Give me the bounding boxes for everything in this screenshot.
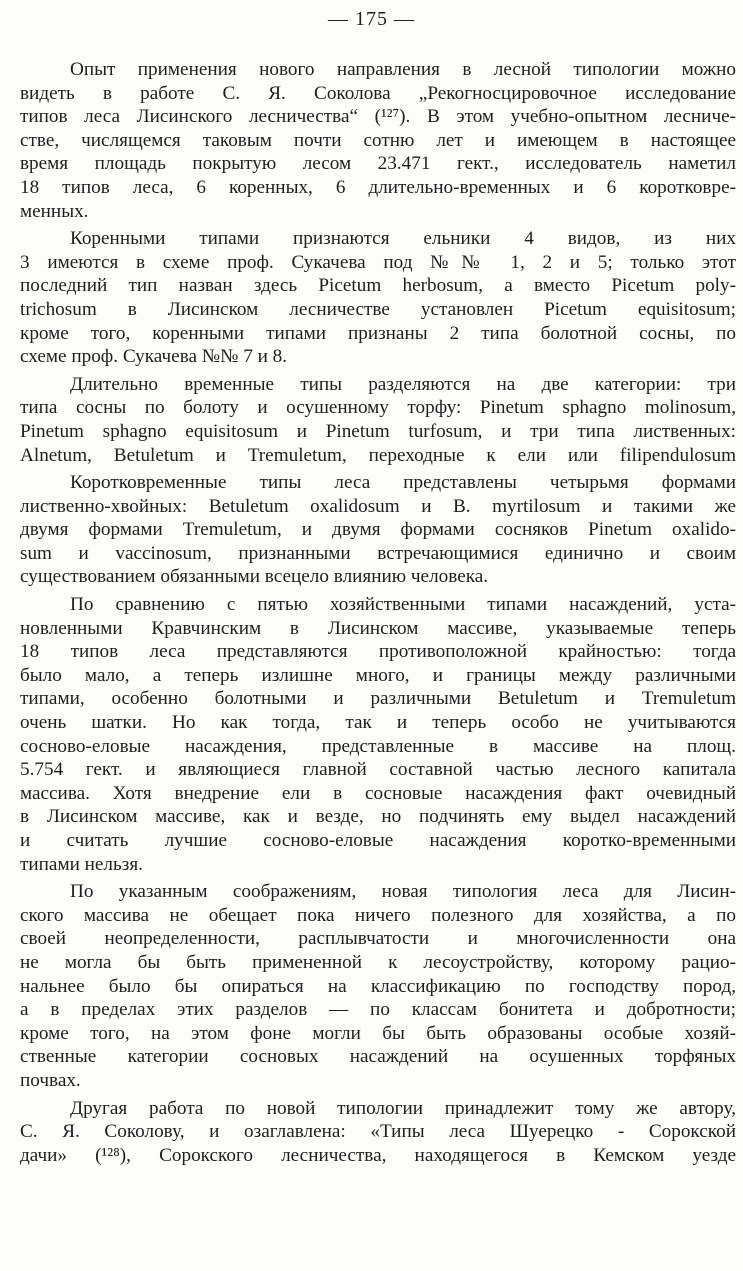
text-line: По сравнению с пятью хозяйственными типами насаждений, уста-: [70, 594, 736, 616]
text-line: сосново-еловые насаждения, представленные в массиве на площ.: [20, 735, 736, 757]
text-line: Alnetum, Betuletum и Tremuletum, переходные к ели или filipendulosum: [20, 444, 736, 466]
text-line: существованием обязанными всецело влиянию человека.: [20, 566, 489, 588]
text-line: 3 имеются в схеме проф. Сукачева под №№ 1, 2 и 5; только этот: [20, 251, 736, 273]
text-line: 5.754 гект. и являющиеся главной составной частью лесного капитала: [20, 759, 736, 781]
text-line: 18 типов леса представляются противоположной крайностью: тогда: [20, 641, 736, 663]
text-line: типами, особенно болотными и различными Betuletum и Tremuletum: [20, 688, 736, 710]
text-line: последний тип назван здесь Picetum herbosum, а вместо Picetum poly-: [20, 275, 736, 297]
text-line: очень шатки. Но как тогда, так и теперь особо не учитываются: [20, 712, 736, 734]
text-line: время площадь покрытую лесом 23.471 гект., исследователь наметил: [20, 153, 736, 175]
text-line: было мало, а теперь излишне много, и границы между различными: [20, 664, 736, 686]
text-line: менных.: [20, 200, 89, 222]
text-line: Опыт применения нового направления в лесной типологии можно: [70, 59, 736, 80]
paragraph: [20, 58, 736, 223]
text-line: нальнее было бы опираться на классификацию по господству пород,: [20, 975, 736, 997]
text-line: своей неопределенности, расплывчатости и многочисленности она: [20, 928, 736, 950]
text-line: Коренными типами признаются ельники 4 видов, из них: [70, 228, 736, 250]
text-line: стве, числящемся таковым почти сотню лет и имеющем в настоящее: [20, 129, 736, 151]
text-line: схеме проф. Сукачева №№ 7 и 8.: [20, 346, 288, 368]
paragraph: [20, 1097, 736, 1168]
text-line: С. Я. Соколову, и озаглавлена: «Типы леса Шуерецко - Сорокской: [20, 1121, 736, 1143]
paragraph: [20, 880, 736, 1092]
text-line: trichosum в Лисинском лесничестве установлен Picetum equisitosum;: [20, 298, 736, 320]
text-line: типов леса Лисинского лесничества“ (¹²⁷). В этом учебно-опытном лесниче-: [20, 106, 736, 128]
page-number: — 175 —: [328, 8, 415, 30]
text-line: типами нельзя.: [20, 853, 143, 875]
paragraph: [20, 471, 736, 589]
text-line: видеть в работе С. Я. Соколова „Рекогносцировочное исследование: [20, 82, 736, 104]
text-line: ственные категории сосновых насаждений на осушенных торфяных: [20, 1046, 736, 1068]
text-line: лиственно-хвойных: Betuletum oxalidosum и B. myrtilosum и такими же: [20, 495, 736, 517]
text-line: sum и vaccinosum, признанными встречающимися единично и своим: [20, 542, 736, 564]
text-line: почвах.: [20, 1069, 81, 1091]
text-line: кроме того, на этом фоне могли бы быть образованы особые хозяй-: [20, 1022, 736, 1044]
text-line: типа сосны по болоту и осушенному торфу: Pinetum sphagno molinosum,: [20, 397, 736, 419]
text-line: массива. Хотя внедрение ели в сосновые насаждения факт очевидный: [20, 782, 736, 804]
text-line: а в пределах этих разделов — по классам бонитета и добротности;: [20, 999, 736, 1021]
paragraph: [20, 227, 736, 369]
text-line: и считать лучшие сосново-еловые насаждения коротко-временными: [20, 830, 736, 851]
text-line: Pinetum sphagno equisitosum и Pinetum turfosum, и три типа лиственных:: [20, 420, 736, 442]
text-line: ского массива не обещает пока ничего полезного для хозяйства, а по: [20, 904, 736, 926]
text-line: Длительно временные типы разделяются на две категории: три: [70, 373, 736, 395]
text-line: 18 типов леса, 6 коренных, 6 длительно-временных и 6 коротковре-: [20, 176, 736, 198]
text-line: По указанным соображениям, новая типология леса для Лисин-: [70, 881, 736, 903]
text-line: в Лисинском массиве, как и везде, но подчинять ему выдел насаждений: [20, 806, 736, 828]
text-line: не могла бы быть примененной к лесоустройству, которому рацио-: [20, 951, 736, 973]
text-line: Другая работа по новой типологии принадлежит тому же автору,: [70, 1097, 736, 1119]
text-line: Коротковременные типы леса представлены четырьмя формами: [70, 472, 736, 494]
text-line: дачи» (¹²⁸), Сорокского лесничества, находящегося в Кемском уезде: [20, 1144, 736, 1166]
body-text: [20, 58, 736, 1167]
paragraph: [20, 373, 736, 467]
text-line: новленными Кравчинским в Лисинском массиве, указываемые теперь: [20, 617, 736, 639]
text-line: двумя формами Tremuletum, и двумя формами сосняков Pinetum oxalido-: [20, 519, 736, 541]
paragraph: [20, 593, 736, 876]
text-line: кроме того, коренными типами признаны 2 типа болотной сосны, по: [20, 322, 736, 344]
